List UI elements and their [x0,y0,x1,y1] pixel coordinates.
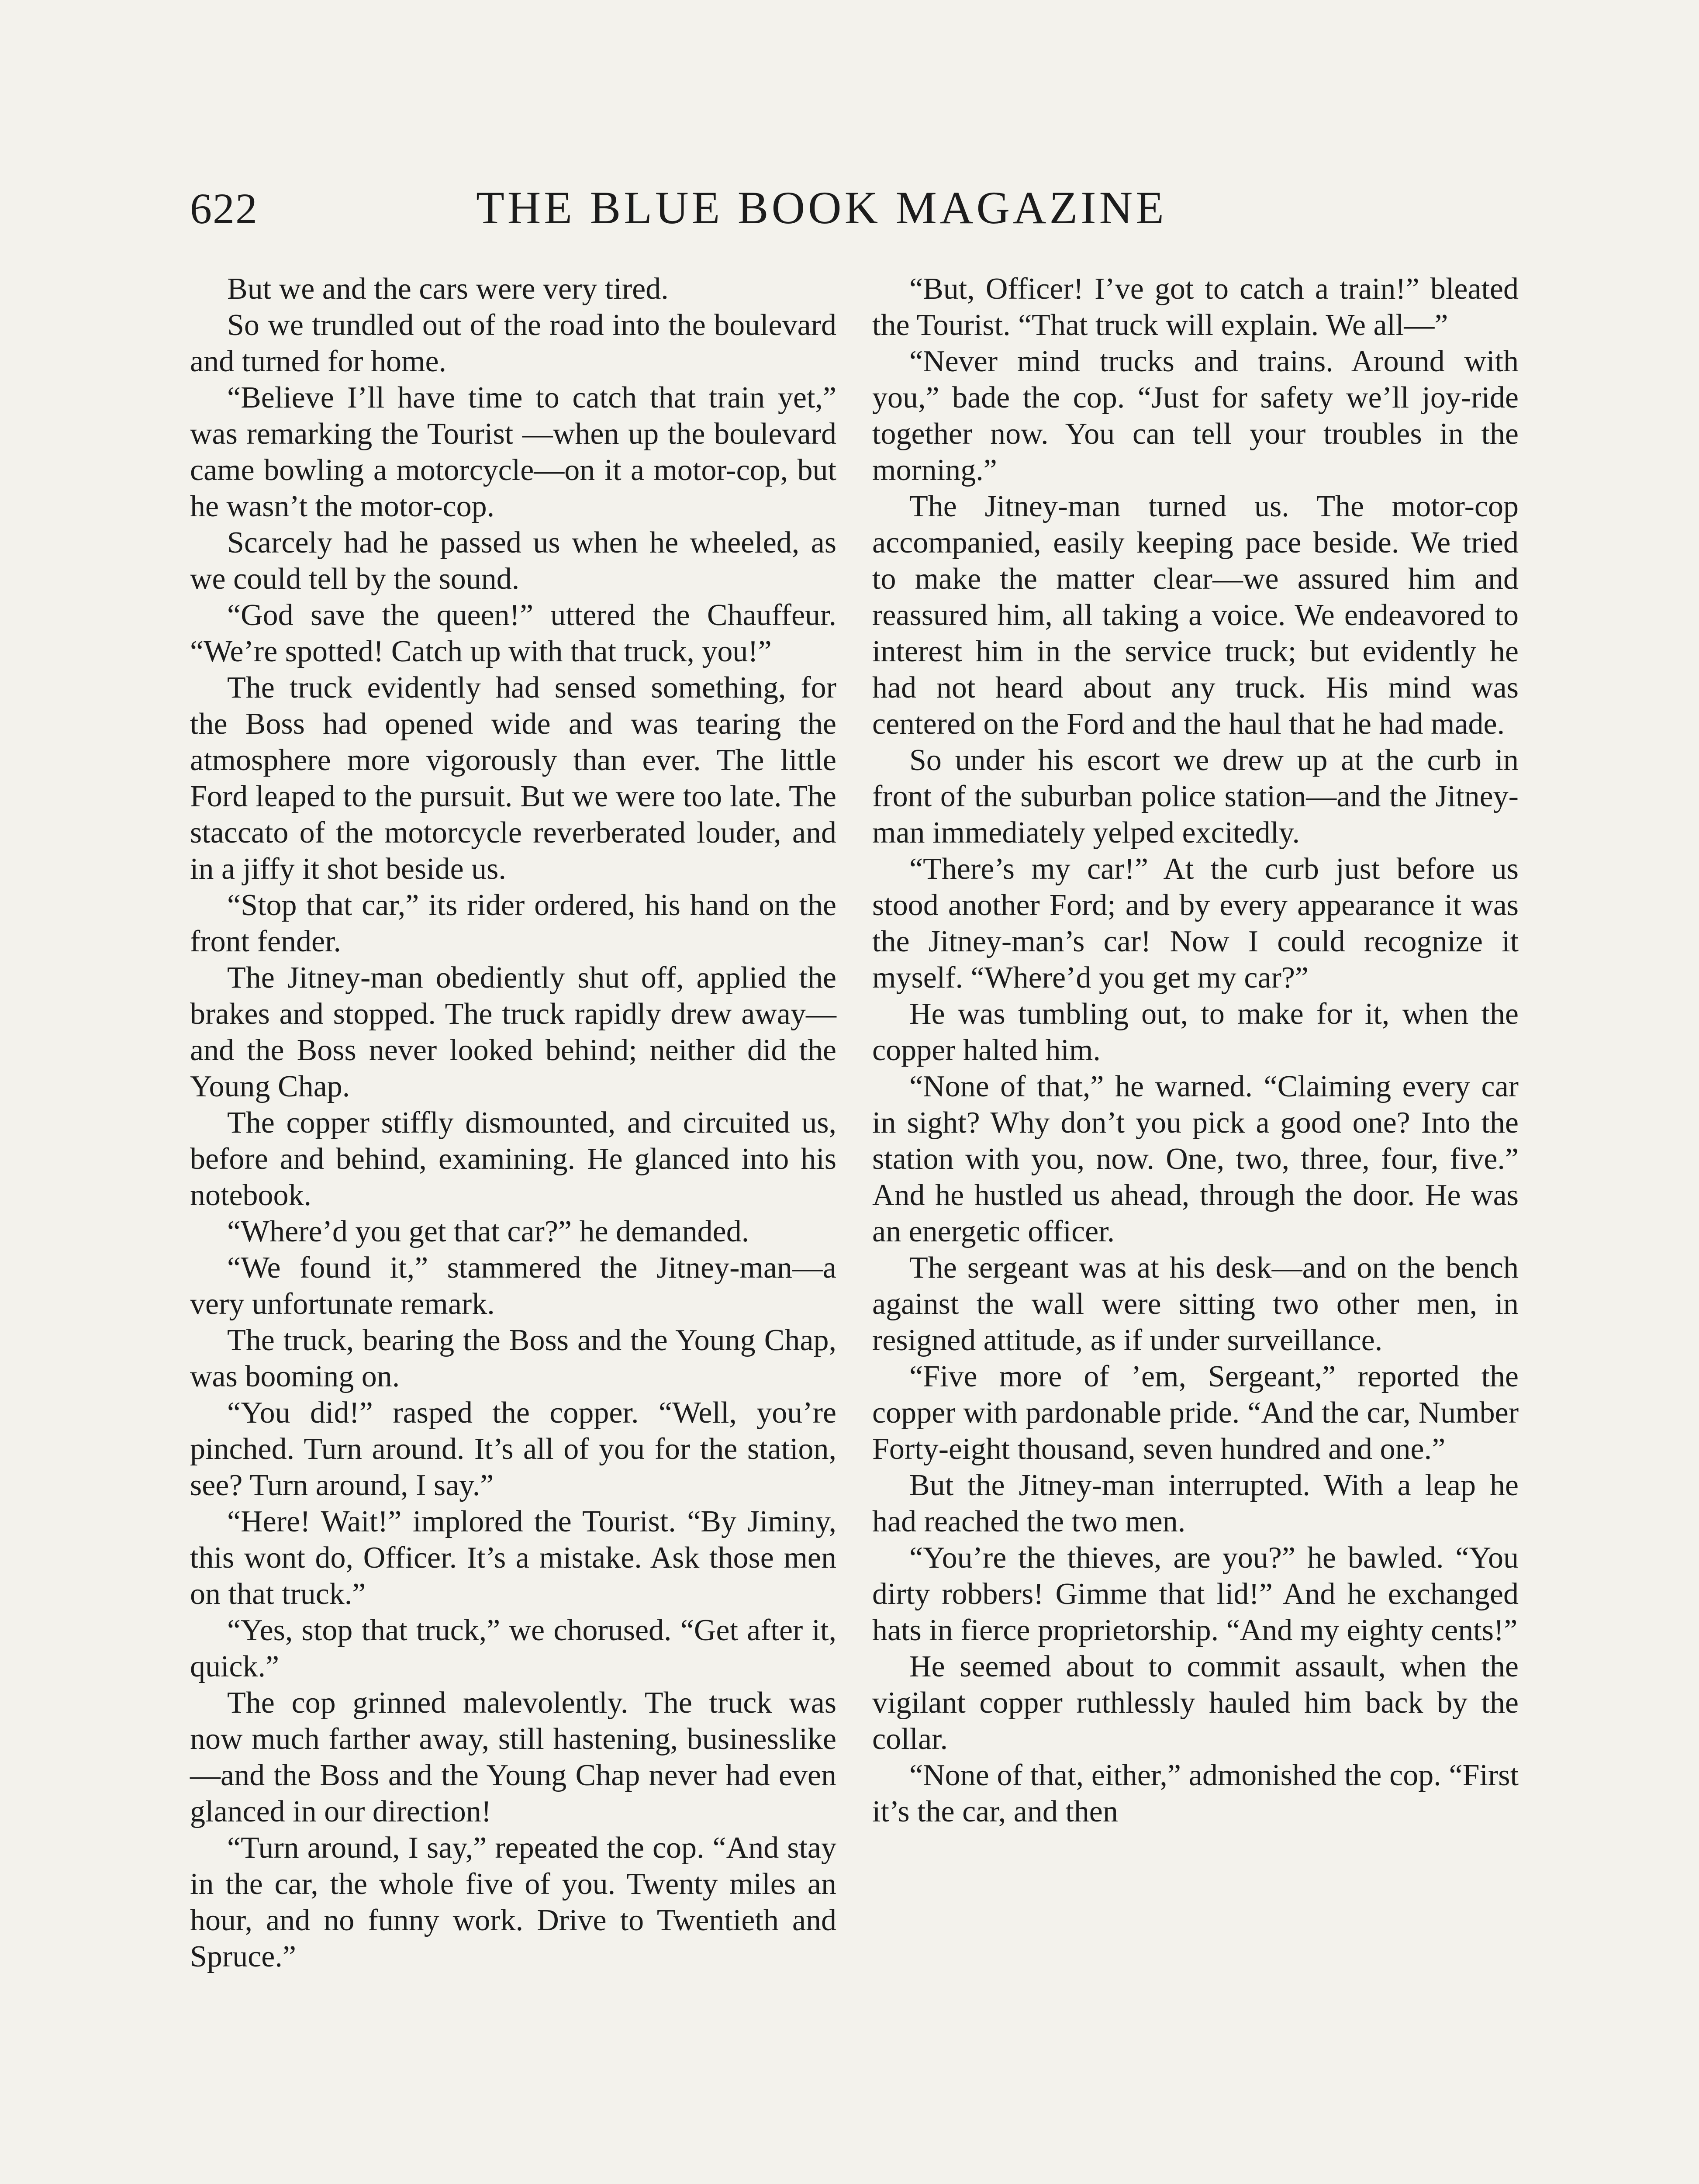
paragraph: “But, Officer! I’ve got to catch a train!” bleated the Tourist. “That truck will explain. We all—” [872,272,1519,342]
paragraph: “Yes, stop that truck,” we chorused. “Get after it, quick.” [190,1614,836,1683]
paragraph: But we and the cars were very tired. [227,272,669,306]
right-column [872,271,1519,1830]
paragraph: “You did!” rasped the copper. “Well, you’re pinched. Turn around. It’s all of you for the station, see? Turn around, I say.” [190,1396,836,1502]
paragraph: “We found it,” stammered the Jitney-man—a very unfortunate remark. [190,1251,836,1321]
paragraph: The Jitney-man turned us. The motor-cop accompanied, easily keeping pace beside. We tried to make the matter clear—we assured him and reassured him, all taking a voice. We endeavored to interest him in the service truck; but evidently he had not heard about any truck. His mind was centered on the Ford and the haul that he had made. [872,490,1519,741]
paragraph: The truck evidently had sensed something, for the Boss had opened wide and was tearing the atmosphere more vigorously than ever. The little Ford leaped to the pursuit. But we were too late. The staccato of the motorcycle reverberated louder, and in a jiffy it shot beside us. [190,671,836,886]
paragraph: So under his escort we drew up at the curb in front of the suburban police station—and the Jitney-man immediately yelped excitedly. [872,743,1519,850]
paragraph: “None of that,” he warned. “Claiming every car in sight? Why don’t you pick a good one? Into the station with you, now. One, two, three, four, five.” And he hustled us ahead, through the door. He was an energetic officer. [872,1070,1519,1248]
paragraph: “Five more of ’em, Sergeant,” reported the copper with pardonable pride. “And the car, Number Forty-eight thousand, seven hundred and one.” [872,1360,1519,1466]
paragraph: “None of that, either,” admonished the cop. “First it’s the car, and then [872,1759,1519,1828]
paragraph: “Never mind trucks and trains. Around with you,” bade the cop. “Just for safety we’ll joy-ride together now. You can tell your troubles in the morning.” [872,345,1519,487]
paragraph: “God save the queen!” uttered the Chauffeur. “We’re spotted! Catch up with that truck, you!” [190,598,836,668]
paragraph: The sergeant was at his desk—and on the bench against the wall were sitting two other men, in resigned attitude, as if under surveillance. [872,1251,1519,1357]
paragraph: Scarcely had he passed us when he wheeled, as we could tell by the sound. [190,526,836,596]
paragraph: He seemed about to commit assault, when the vigilant copper ruthlessly hauled him back by the collar. [872,1650,1519,1756]
paragraph: The cop grinned malevolently. The truck was now much farther away, still hastening, businesslike—and the Boss and the Young Chap never had even glanced in our direction! [190,1686,836,1828]
paragraph: But the Jitney-man interrupted. With a leap he had reached the two men. [872,1469,1519,1538]
paragraph: So we trundled out of the road into the boulevard and turned for home. [190,308,836,378]
paragraph: “You’re the thieves, are you?” he bawled. “You dirty robbers! Gimme that lid!” And he exchanged hats in fierce proprietorship. “And my eighty cents!” [872,1541,1519,1647]
paragraph: “There’s my car!” At the curb just before us stood another Ford; and by every appearance it was the Jitney-man’s car! Now I could recognize it myself. “Where’d you get my car?” [872,852,1519,995]
left-column [190,271,836,1975]
page-header [190,175,1221,240]
paragraph: The copper stiffly dismounted, and circuited us, before and behind, examining. He glanced into his notebook. [190,1106,836,1212]
paragraph: He was tumbling out, to make for it, when the copper halted him. [872,997,1519,1067]
paragraph: The Jitney-man obediently shut off, applied the brakes and stopped. The truck rapidly drew away—and the Boss never looked behind; neither did the Young Chap. [190,961,836,1103]
paragraph: “Believe I’ll have time to catch that train yet,” was remarking the Tourist —when up the boulevard came bowling a motorcycle—on it a motor-cop, but he wasn’t the motor-cop. [190,381,836,523]
magazine-title: THE BLUE BOOK MAGAZINE [476,182,1167,233]
page-number: 622 [190,184,258,233]
paragraph: “Stop that car,” its rider ordered, his hand on the front fender. [190,888,836,958]
paragraph: “Turn around, I say,” repeated the cop. “And stay in the car, the whole five of you. Twenty miles an hour, and no funny work. Drive to Twentieth and Spruce.” [190,1831,836,1973]
paragraph: “Here! Wait!” implored the Tourist. “By Jiminy, this wont do, Officer. It’s a mistake. Ask those men on that truck.” [190,1505,836,1611]
paragraph: “Where’d you get that car?” he demanded. [227,1215,749,1248]
paragraph: The truck, bearing the Boss and the Young Chap, was booming on. [190,1324,836,1393]
